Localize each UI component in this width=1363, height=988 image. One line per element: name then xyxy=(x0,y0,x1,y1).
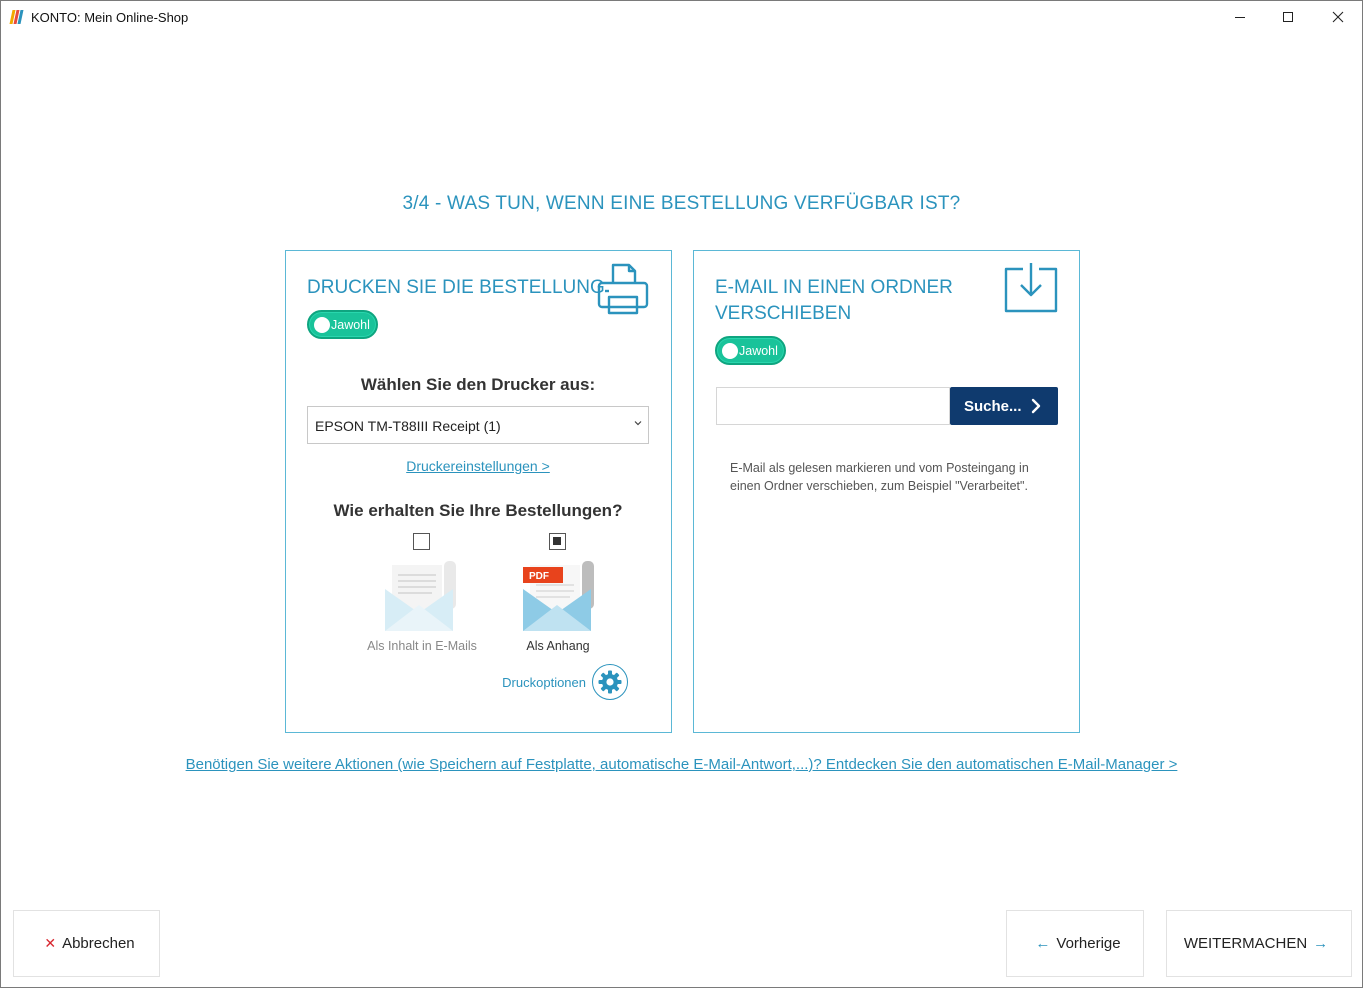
print-options-label[interactable]: Druckoptionen xyxy=(502,675,586,690)
print-toggle[interactable] xyxy=(307,310,378,339)
maximize-button[interactable] xyxy=(1263,1,1313,33)
printer-icon xyxy=(595,261,651,317)
search-button-label: Suche... xyxy=(964,398,1022,415)
printer-select-label: Wählen Sie den Drucker aus: xyxy=(360,375,596,394)
app-logo-icon xyxy=(11,10,25,24)
search-folder-button[interactable] xyxy=(950,387,1058,425)
printer-settings-link[interactable]: Druckereinstellungen > xyxy=(406,458,550,474)
move-panel-heading-line2: VERSCHIEBEN xyxy=(715,303,852,324)
next-button[interactable] xyxy=(1166,910,1352,977)
previous-button[interactable] xyxy=(1006,910,1144,977)
close-button[interactable] xyxy=(1313,1,1363,33)
chevron-down-icon xyxy=(634,419,642,427)
cancel-button[interactable] xyxy=(13,910,160,977)
printer-select[interactable] xyxy=(307,406,649,444)
minimize-button[interactable] xyxy=(1215,1,1265,33)
folder-path-input[interactable] xyxy=(716,387,950,425)
maximize-icon xyxy=(1282,11,1294,23)
move-email-panel xyxy=(693,250,1080,733)
move-helper-text: E-Mail als gelesen markieren und vom Posteingang in einen Ordner verschieben, zum Beispiel "Verarbeitet". xyxy=(730,461,1029,493)
move-panel-heading-line1: E-MAIL IN EINEN ORDNER xyxy=(715,277,953,298)
chevron-right-icon xyxy=(1030,398,1042,414)
toggle-knob xyxy=(314,317,330,333)
next-button-label: WEITERMACHEN xyxy=(1183,935,1308,952)
printer-settings-link-row xyxy=(286,458,670,476)
email-envelope-icon xyxy=(382,559,462,633)
toggle-knob xyxy=(722,343,738,359)
email-content-caption: Als Inhalt in E-Mails xyxy=(367,639,477,653)
attachment-checkbox[interactable] xyxy=(549,533,566,550)
cancel-x-icon: ✕ xyxy=(44,935,57,951)
close-icon xyxy=(1332,11,1344,23)
move-toggle[interactable] xyxy=(715,336,786,365)
window-title: KONTO: Mein Online-Shop xyxy=(31,10,189,25)
cancel-button-label: Abbrechen xyxy=(62,935,135,952)
print-toggle-label: Jawohl xyxy=(331,318,370,332)
printer-select-value: EPSON TM-T88III Receipt (1) xyxy=(315,418,501,434)
move-panel-heading xyxy=(715,275,953,327)
print-order-panel xyxy=(285,250,672,733)
move-toggle-label: Jawohl xyxy=(739,344,778,358)
gear-icon xyxy=(597,669,623,695)
previous-button-label: Vorherige xyxy=(1056,935,1121,952)
arrow-left-icon: ← xyxy=(1035,935,1051,952)
title-bar xyxy=(1,1,1362,33)
page-title: 3/4 - WAS TUN, WENN EINE BESTELLUNG VERFÜGBAR IST? xyxy=(402,193,961,214)
more-actions-link[interactable]: Benötigen Sie weitere Aktionen (wie Speichern auf Festplatte, automatische E-Mail-Antwort,...)? Entdecken Sie den automatischen E-Mail-Manager > xyxy=(185,756,1178,773)
attachment-caption: Als Anhang xyxy=(526,639,590,653)
move-to-folder-icon xyxy=(1003,261,1059,315)
print-panel-heading: DRUCKEN SIE DIE BESTELLUNG xyxy=(307,277,605,298)
pdf-attachment-icon xyxy=(520,559,600,633)
receive-orders-label: Wie erhalten Sie Ihre Bestellungen? xyxy=(333,501,623,520)
pdf-badge: PDF xyxy=(529,571,549,582)
email-content-checkbox[interactable] xyxy=(413,533,430,550)
minimize-icon xyxy=(1234,11,1246,23)
arrow-right-icon: → xyxy=(1313,935,1329,952)
print-options-button[interactable] xyxy=(592,664,628,700)
more-actions-link-row xyxy=(1,756,1362,773)
